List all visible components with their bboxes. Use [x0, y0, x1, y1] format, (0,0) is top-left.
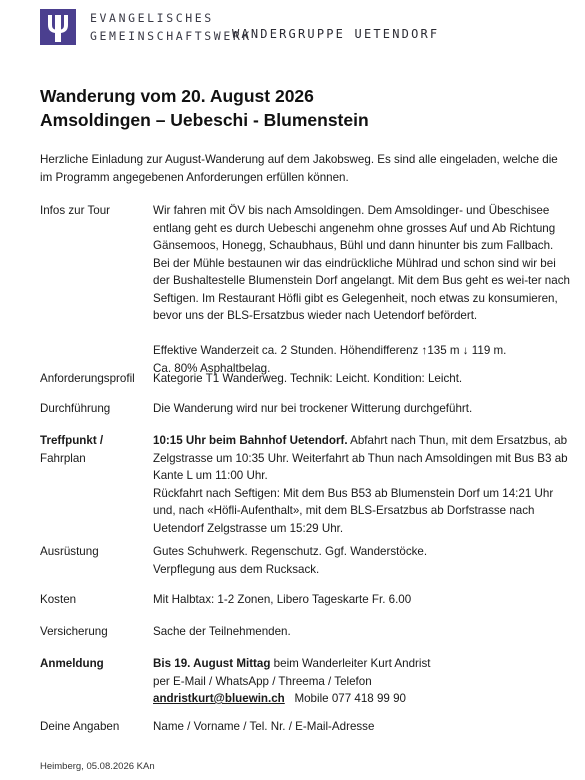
treffpunkt-text — [153, 432, 573, 537]
anmeldung-deadline — [153, 655, 573, 673]
infos-surface: Ca. 80% Asphaltbelag. — [153, 361, 271, 375]
ausruestung-line1: Gutes Schuhwerk. Regenschutz. Ggf. Wanderstöcke. — [153, 545, 428, 558]
angaben-label: Deine Angaben — [40, 720, 120, 733]
kosten-text: Mit Halbtax: 1-2 Zonen, Libero Tageskarte Fr. 6.00 — [153, 593, 412, 606]
intro-text: Herzliche Einladung zur August-Wanderung auf dem Jakobsweg. Es sind alle eingeladen, welche die im Programm angegebenen Anforderungen erfüllen können. — [40, 153, 558, 184]
organization-name-line1: EVANGELISCHES — [90, 11, 214, 25]
treffpunkt-return: Rückfahrt nach Seftigen: Mit dem Bus B53 ab Blumenstein Dorf um 14:21 Uhr und, nach «Höfli-Aufenthalt», mit dem BLS-Ersatzbus ab Dorfstrasse nach Uetendorf Zelgstrasse um 15:29 Uhr. — [153, 486, 554, 535]
organization-logo-icon — [40, 9, 76, 45]
treffpunkt-outbound-text: Abfahrt nach Thun, mit dem Ersatzbus, ab Zelgstrasse um 10:35 Uhr. Weiterfahrt ab Thun nach Amsoldingen mit Bus B3 ab Kante L um 11:00 Uhr. — [153, 434, 568, 482]
treffpunkt-meeting-time: 10:15 Uhr beim Bahnhof Uetendorf. — [153, 434, 348, 447]
anmeldung-deadline-bold: Bis 19. August Mittag — [153, 657, 271, 670]
infos-paragraph: Wir fahren mit ÖV bis nach Amsoldingen. Dem Amsoldinger- und Übeschisee entlang geht es durch Uebeschi angenehm ohne grosses Auf und Ab Richtung Gänsemoos, Honegg, Schaubhaus, Bühl und dann hinunter bis zum Fallbach. Bei der Mühle bestaunen wir das eindrückliche Mühlrad und schon sind wir bei der Bushaltestelle Blumenstein Dorf angelangt. Mit dem Bus geht es wei-ter nach Seftigen. Im Restaurant Höfli gibt es Gelegenheit, noch etwas zu konsumieren, bevor uns der BLS-Ersatzbus wieder nach Uetendorf befördert. — [153, 204, 570, 322]
title-line1: Wanderung vom 20. August 2026 — [40, 86, 314, 106]
versicherung-text: Sache der Teilnehmenden. — [153, 625, 291, 638]
anmeldung-contact — [153, 690, 573, 708]
treffpunkt-label-line2: Fahrplan — [40, 451, 86, 465]
treffpunkt-label — [40, 432, 103, 467]
anforderung-label: Anforderungsprofil — [40, 372, 135, 385]
ausruestung-line2: Verpflegung aus dem Rucksack. — [153, 562, 320, 576]
anmeldung-channels: per E-Mail / WhatsApp / Threema / Telefon — [153, 674, 372, 688]
ausruestung-label: Ausrüstung — [40, 545, 99, 558]
durchfuehrung-text: Die Wanderung wird nur bei trockener Witterung durchgeführt. — [153, 402, 473, 415]
angaben-text: Name / Vorname / Tel. Nr. / E-Mail-Adresse — [153, 720, 375, 733]
anmeldung-label: Anmeldung — [40, 657, 104, 670]
organization-name — [90, 9, 252, 45]
email-link[interactable]: andristkurt@bluewin.ch — [153, 692, 285, 705]
ausruestung-text — [153, 543, 573, 578]
anforderung-text: Kategorie T1 Wanderweg. Technik: Leicht. Kondition: Leicht. — [153, 372, 463, 385]
kosten-label: Kosten — [40, 593, 77, 606]
infos-text — [153, 202, 573, 377]
title-line2: Amsoldingen – Uebeschi - Blumenstein — [40, 110, 369, 130]
anmeldung-leader: beim Wanderleiter Kurt Andrist — [270, 657, 431, 670]
treffpunkt-label-line1: Treffpunkt / — [40, 434, 104, 447]
footer-date: Heimberg, 05.08.2026 KAn — [40, 761, 155, 772]
versicherung-label: Versicherung — [40, 625, 108, 638]
organization-name-line2: GEMEINSCHAFTSWERK — [90, 29, 252, 43]
page-title — [40, 84, 369, 132]
group-name: WANDERGRUPPE UETENDORF — [232, 27, 440, 41]
phone-number: Mobile 077 418 99 90 — [294, 692, 406, 705]
treffpunkt-outbound — [153, 432, 573, 485]
infos-label: Infos zur Tour — [40, 204, 111, 217]
durchfuehrung-label: Durchführung — [40, 402, 111, 415]
anmeldung-text — [153, 655, 573, 708]
infos-walk-time: Effektive Wanderzeit ca. 2 Stunden. Höhendifferenz ↑135 m ↓ 119 m. — [153, 344, 507, 357]
